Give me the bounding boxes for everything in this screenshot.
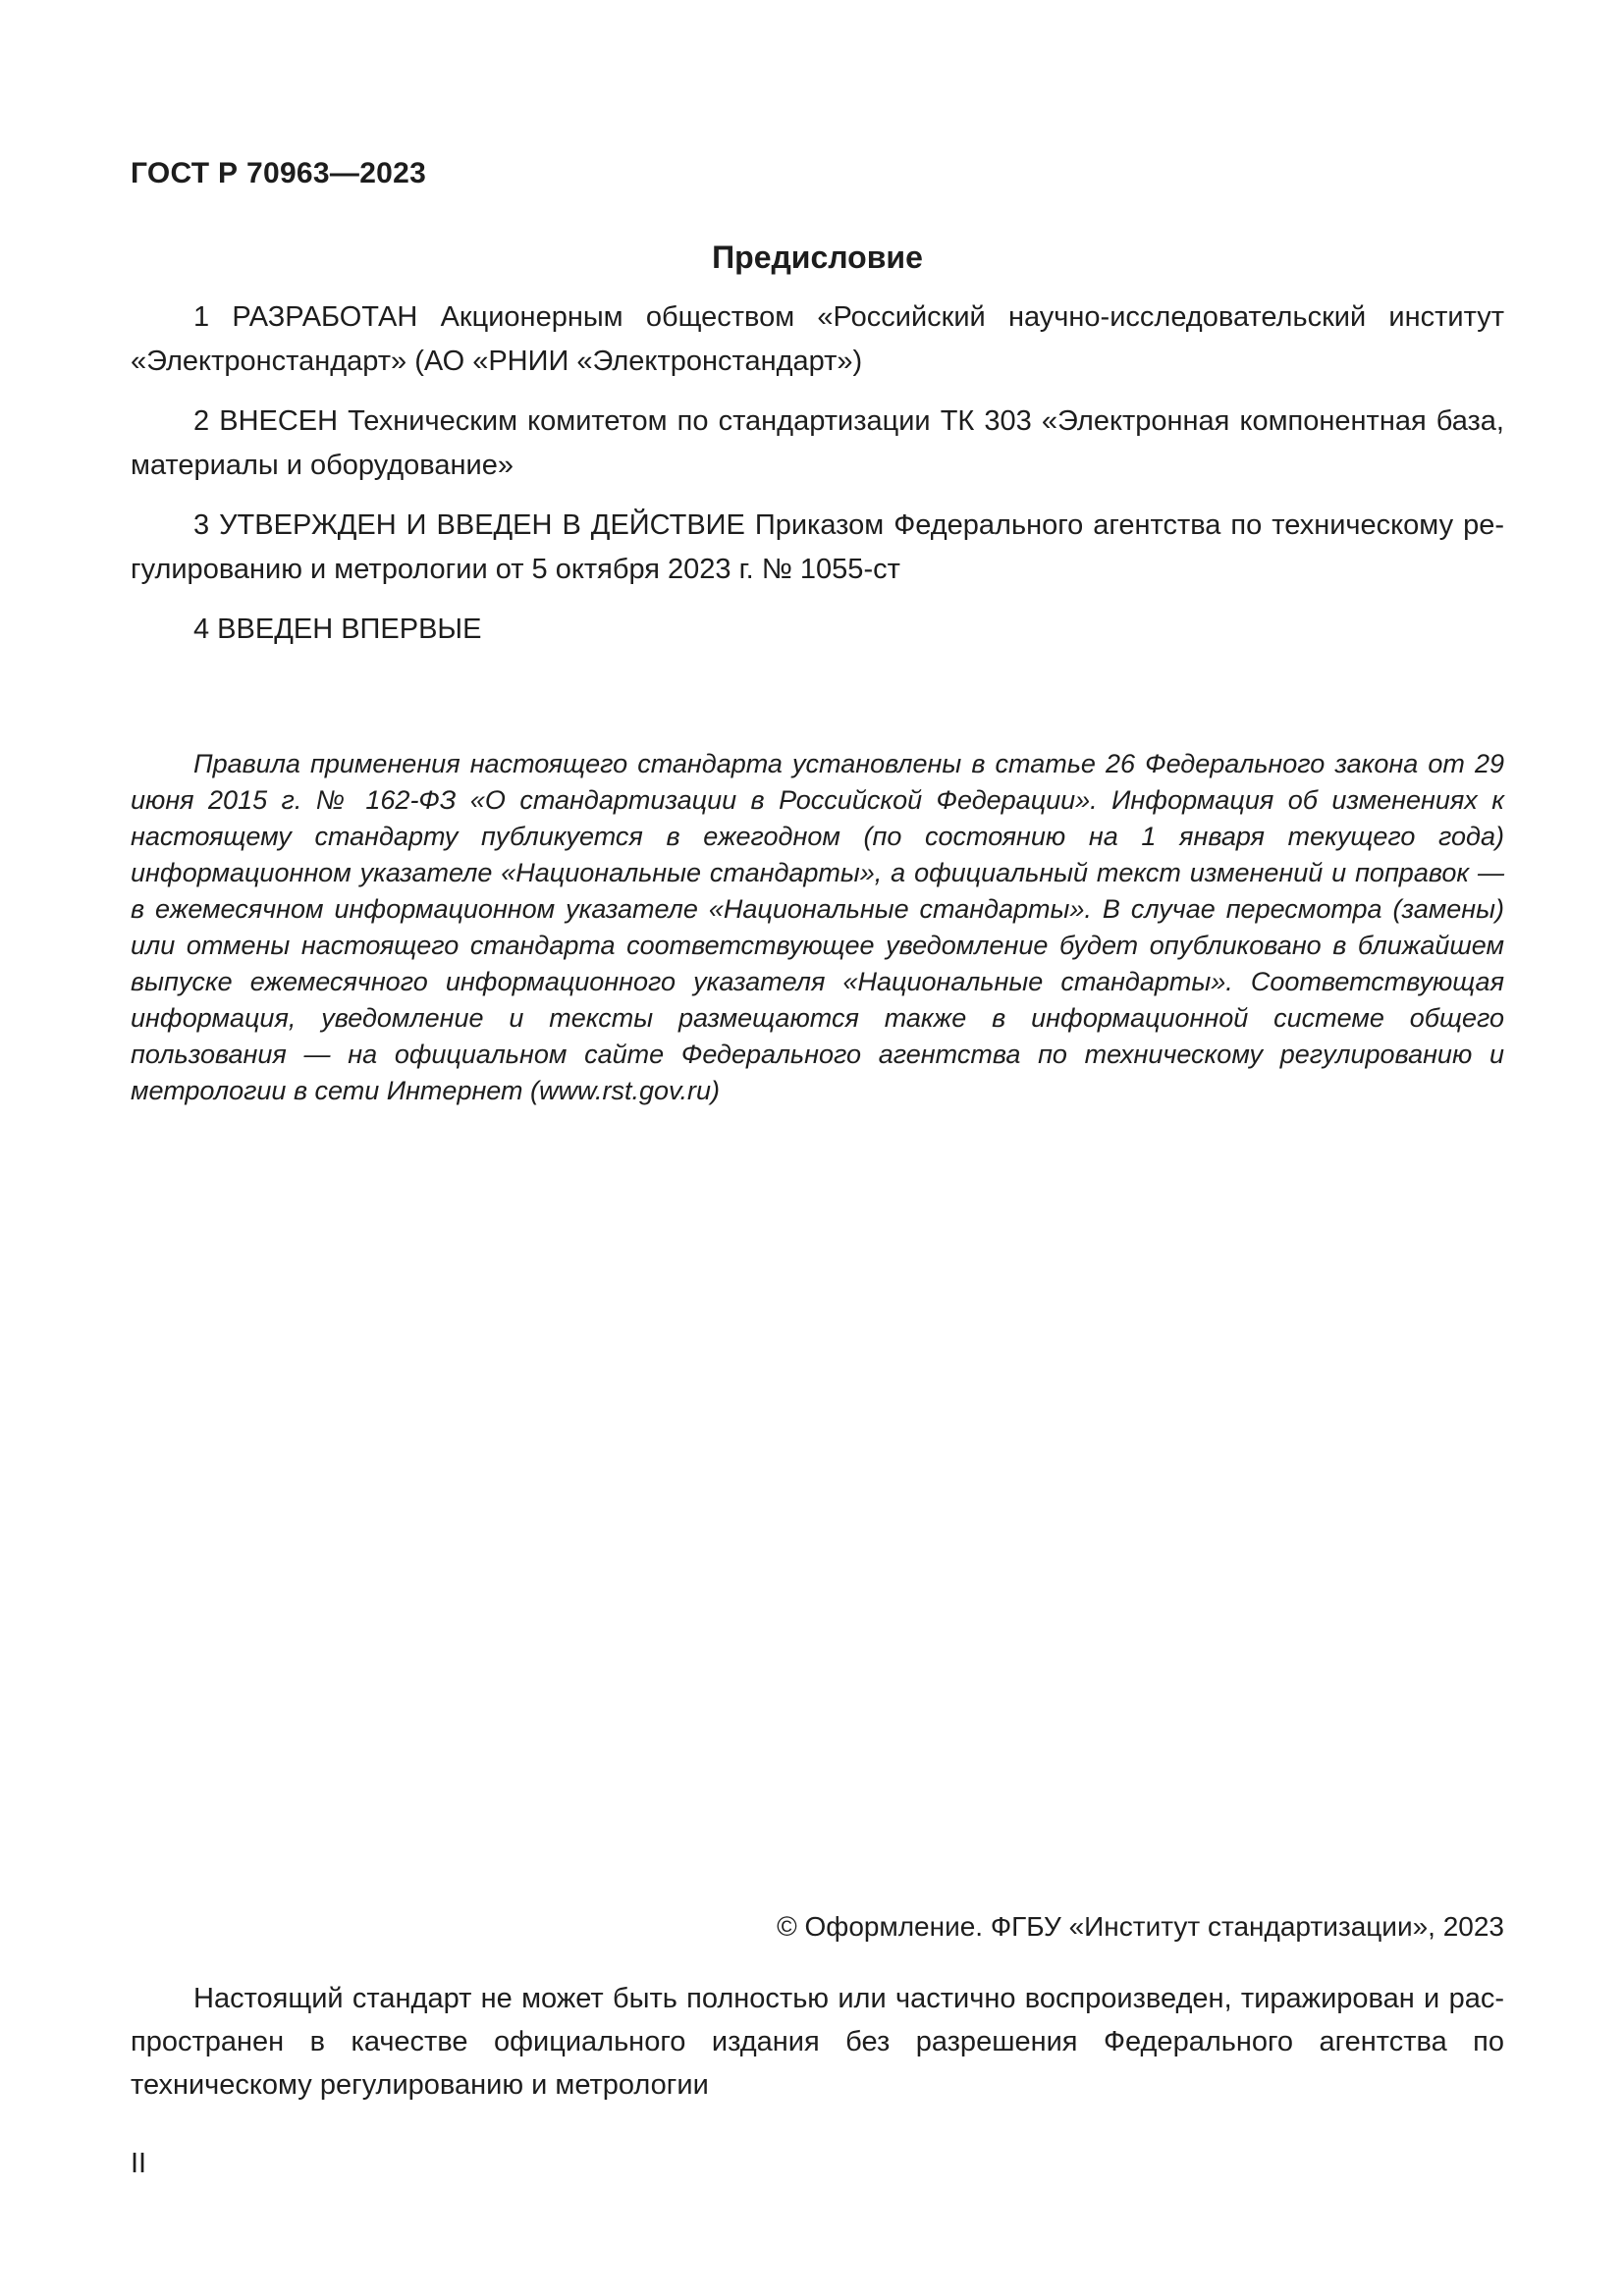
page-title: Предисловие [712,240,923,275]
foreword-item-submitted: 2 ВНЕСЕН Техническим комитетом по стандартизации ТК 303 «Электронная компонентная база, материалы и оборудование» [131,405,1504,481]
text-column [131,0,1504,1109]
foreword-item-approved: 3 УТВЕРЖДЕН И ВВЕДЕН В ДЕЙСТВИЕ Приказом Федерального агентства по техническому регулированию и метрологии от 5 октября 2023 г. № 1055-ст [131,509,1504,585]
page-number: II [131,2148,147,2179]
foreword-item-developed: 1 РАЗРАБОТАН Акционерным обществом «Российский научно-исследовательский институт «Электронстандарт» (АО «РНИИ «Электронстандарт») [131,301,1504,377]
distribution-notice: Настоящий стандарт не может быть полностью или частично воспроизведен, тиражирован и распространен в качестве официального издания без разрешения Федерального агентства по техническому регулированию и метрологии [131,1983,1504,2101]
foreword-item-first-edition: 4 ВВЕДЕН ВПЕРВЫЕ [193,614,482,645]
copyright-line: © Оформление. ФГБУ «Институт стандартизации», 2023 [777,1911,1504,1942]
doc-code-header: ГОСТ Р 70963—2023 [131,157,427,189]
legal-notice: Правила применения настоящего стандарта установлены в статье 26 Федерального закона от 29 июня 2015 г. № 162-ФЗ «О стандартизации в Российской Федерации». Информация об изменениях к настоящему стандарту публикуется в ежегодном (по состоянию на 1 января текущего года) информационном указателе «Национальные стандарты», а официальный текст изменений и поправок — в ежемесячном информационном указателе «Национальные стандарты». В случае пересмотра (замены) или отмены настоящего стандарта соответствующее уведомление будет опубликовано в ближайшем выпуске ежемесячного информационного указателя «Национальные стандарты». Соответствующая информация, уведомление и тексты размещаются также в информационной системе общего пользования — на официальном сайте Федерального агентства по техническому регулированию и метрологии в сети Интернет (www.rst.gov.ru) [131,749,1504,1105]
